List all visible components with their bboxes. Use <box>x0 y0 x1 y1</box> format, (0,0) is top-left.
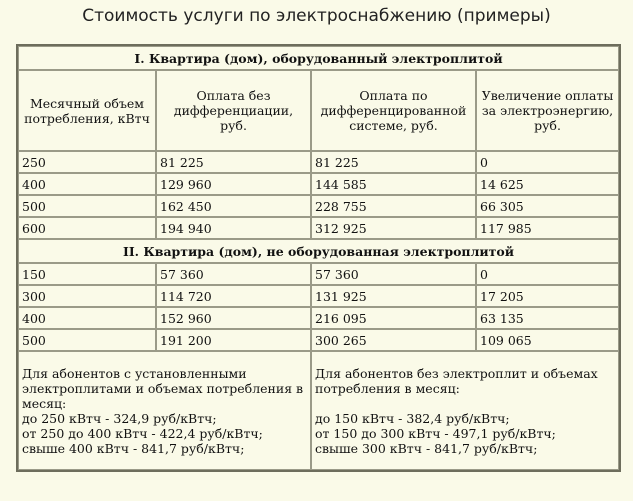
cell-increase: 0 <box>476 151 619 173</box>
note-line: Для абонентов с установленными <box>22 365 247 381</box>
cell-volume: 600 <box>18 217 156 239</box>
note-line: электроплитами и объемах потребления в <box>22 380 304 396</box>
table-row <box>18 285 619 307</box>
cell-flat: 152 960 <box>156 307 311 329</box>
table-row <box>18 217 619 239</box>
header-differentiated-payment: Оплата по дифференцированной системе, руб. <box>311 70 476 151</box>
cell-volume: 300 <box>18 285 156 307</box>
header-volume: Месячный объем потребления, кВтч <box>18 70 156 151</box>
note-line: потребления в месяц: <box>315 380 460 396</box>
cell-diff: 144 585 <box>311 173 476 195</box>
note-line: свыше 300 кВтч - 841,7 руб/кВтч; <box>315 440 538 456</box>
note-line: от 150 до 300 кВтч - 497,1 руб/кВтч; <box>315 425 556 441</box>
pricing-table <box>16 44 621 472</box>
header-increase: Увеличение оплаты за электроэнергию, руб. <box>476 70 619 151</box>
section-2-title: II. Квартира (дом), не оборудованная электроплитой <box>18 239 619 263</box>
note-line: свыше 400 кВтч - 841,7 руб/кВтч; <box>22 440 245 456</box>
table-row <box>18 195 619 217</box>
cell-flat: 129 960 <box>156 173 311 195</box>
cell-flat: 114 720 <box>156 285 311 307</box>
cell-flat: 57 360 <box>156 263 311 285</box>
cell-increase: 63 135 <box>476 307 619 329</box>
note-line: до 150 кВтч - 382,4 руб/кВтч; <box>315 410 510 426</box>
cell-diff: 81 225 <box>311 151 476 173</box>
cell-increase: 17 205 <box>476 285 619 307</box>
section-1-title: I. Квартира (дом), оборудованный электроплитой <box>18 46 619 70</box>
note-line: до 250 кВтч - 324,9 руб/кВтч; <box>22 410 217 426</box>
cell-increase: 14 625 <box>476 173 619 195</box>
cell-increase: 117 985 <box>476 217 619 239</box>
cell-volume: 500 <box>18 329 156 351</box>
cell-volume: 250 <box>18 151 156 173</box>
section-title-row <box>18 239 619 263</box>
cell-flat: 81 225 <box>156 151 311 173</box>
cell-volume: 150 <box>18 263 156 285</box>
table-row <box>18 307 619 329</box>
notes-row <box>18 351 619 470</box>
cell-volume: 400 <box>18 173 156 195</box>
cell-flat: 191 200 <box>156 329 311 351</box>
cell-diff: 228 755 <box>311 195 476 217</box>
header-flat-payment: Оплата без дифференциации, руб. <box>156 70 311 151</box>
note-line: от 250 до 400 кВтч - 422,4 руб/кВтч; <box>22 425 263 441</box>
table-row <box>18 263 619 285</box>
note-line: Для абонентов без электроплит и объемах <box>315 365 598 381</box>
note-line: месяц: <box>22 395 67 411</box>
cell-diff: 57 360 <box>311 263 476 285</box>
cell-flat: 194 940 <box>156 217 311 239</box>
cell-diff: 216 095 <box>311 307 476 329</box>
section-title-row <box>18 46 619 70</box>
cell-increase: 109 065 <box>476 329 619 351</box>
table-row <box>18 151 619 173</box>
note-with-stoves <box>18 351 311 470</box>
cell-diff: 312 925 <box>311 217 476 239</box>
page-title: Стоимость услуги по электроснабжению (примеры) <box>82 6 551 26</box>
cell-diff: 131 925 <box>311 285 476 307</box>
table-row <box>18 173 619 195</box>
header-row <box>18 70 619 151</box>
cell-volume: 400 <box>18 307 156 329</box>
cell-flat: 162 450 <box>156 195 311 217</box>
cell-increase: 0 <box>476 263 619 285</box>
table-row <box>18 329 619 351</box>
note-without-stoves <box>311 351 619 470</box>
note-line <box>315 396 615 411</box>
cell-increase: 66 305 <box>476 195 619 217</box>
cell-volume: 500 <box>18 195 156 217</box>
cell-diff: 300 265 <box>311 329 476 351</box>
